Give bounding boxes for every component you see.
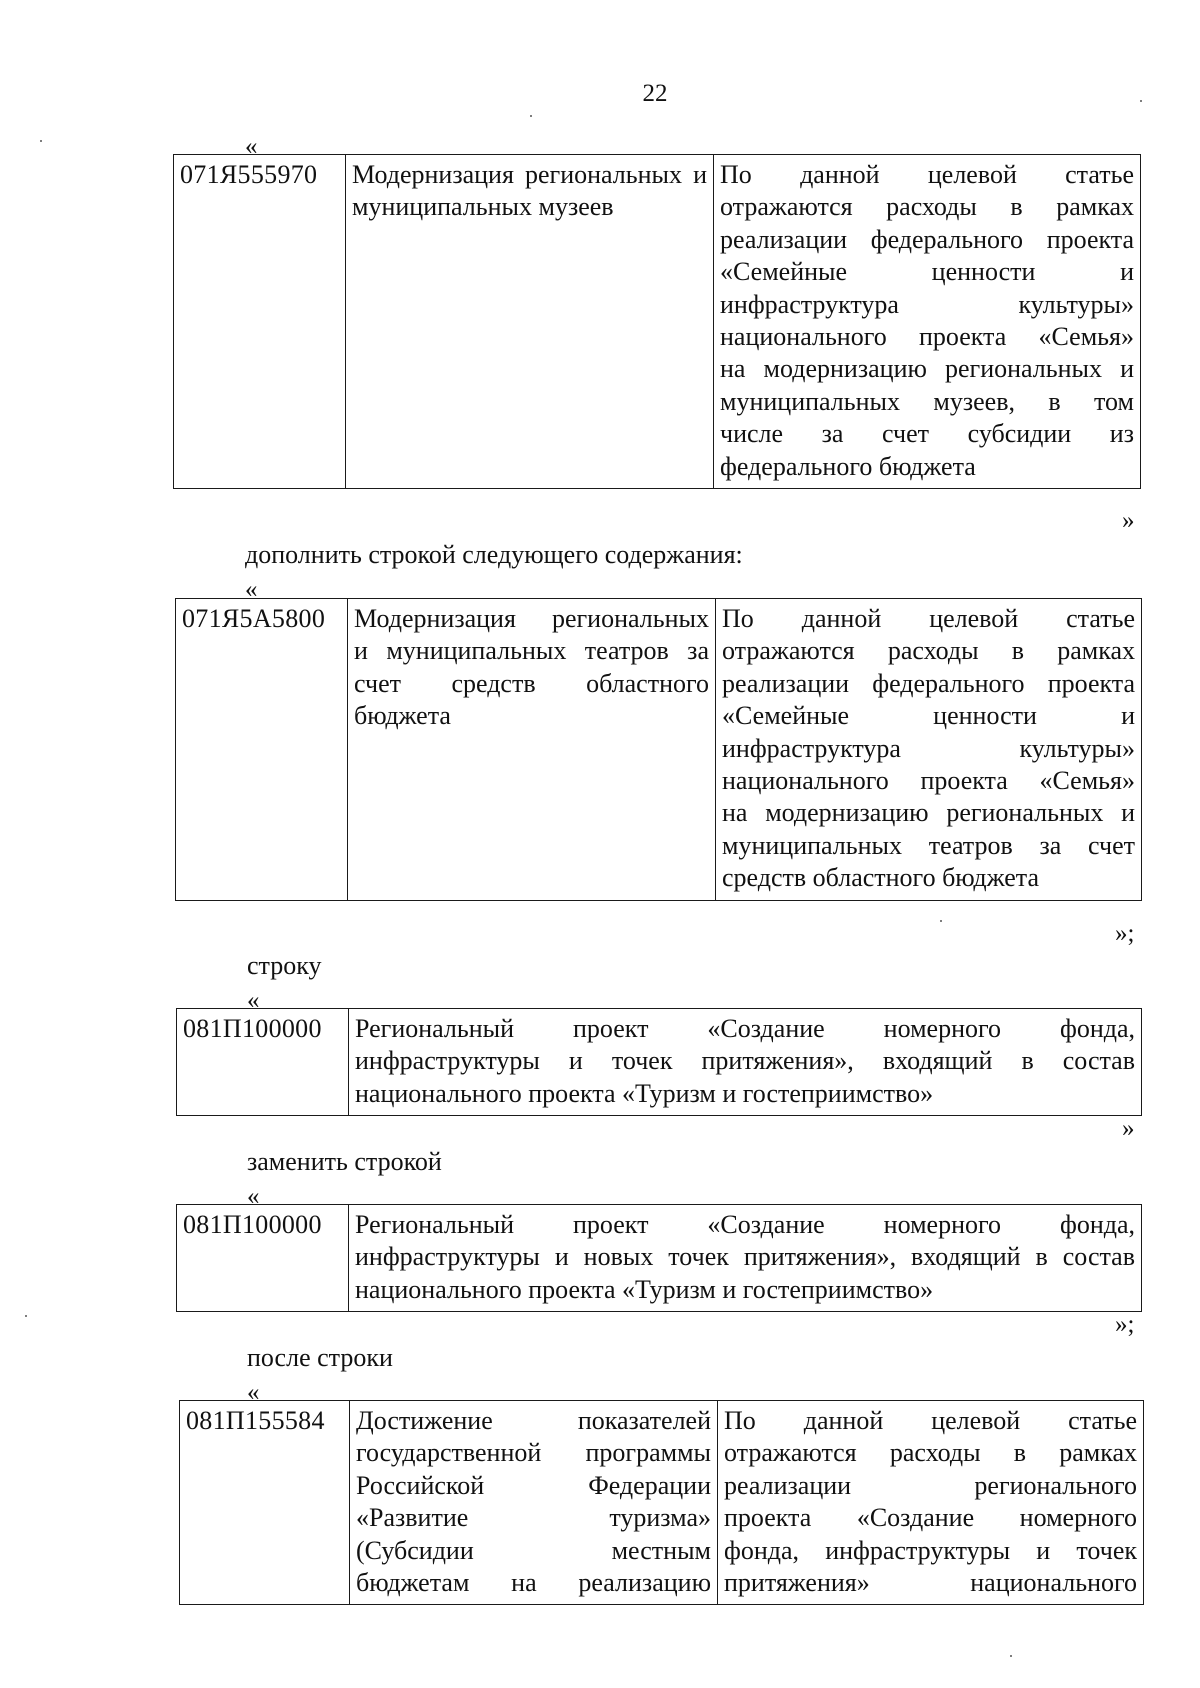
name-cell (349, 1205, 1142, 1312)
budget-table-3 (176, 1008, 1142, 1116)
close-quote-semicolon: »; (1115, 920, 1135, 947)
description-cell (718, 1401, 1144, 1605)
name-line: «Развитие туризма» (356, 1503, 711, 1533)
name-line: бюджета (354, 701, 451, 731)
name-cell (350, 1401, 718, 1605)
description-line: отражаются расходы в рамках (722, 636, 1135, 666)
scan-speck (40, 140, 42, 142)
description-line: По данной целевой статье (720, 160, 1134, 189)
name-text: Модернизация региональных и муниципальных музеев (352, 160, 707, 222)
name-line: счет средств областного (354, 668, 709, 698)
scan-speck (1010, 1655, 1012, 1657)
scan-speck (940, 920, 942, 922)
budget-table-2 (175, 598, 1142, 901)
budget-table-4 (176, 1204, 1142, 1312)
close-quote-semicolon: »; (1115, 1311, 1135, 1338)
description-line: числе за счет субсидии из (720, 419, 1134, 449)
instruction-text: заменить строкой (247, 1147, 442, 1176)
description-line: По данной целевой статье (724, 1406, 1137, 1435)
table-row (177, 1205, 1142, 1312)
open-quote: « (247, 987, 260, 1014)
instruction-text: дополнить строкой следующего содержания: (245, 540, 743, 569)
open-quote: « (245, 133, 258, 160)
open-quote: « (245, 576, 258, 603)
code-cell: 071Я5А5800 (176, 599, 348, 901)
description-line: национального проекта «Семья» (720, 322, 1134, 352)
table-row (180, 1401, 1144, 1605)
description-line: «Семейные ценности и (722, 701, 1135, 731)
code-cell: 071Я555970 (174, 155, 346, 489)
description-line: проекта «Создание номерного (724, 1503, 1137, 1533)
code-cell: 081П100000 (177, 1009, 349, 1116)
name-cell (348, 599, 716, 901)
name-line: и муниципальных театров за (354, 636, 709, 666)
open-quote: « (247, 1183, 260, 1210)
name-line: Достижение показателей (356, 1406, 711, 1435)
budget-table-5 (179, 1400, 1144, 1605)
scan-speck (1140, 100, 1142, 102)
name-line: Модернизация региональных (354, 604, 709, 633)
name-line: Региональный проект «Создание номерного фонда, (355, 1014, 1135, 1043)
name-line: Региональный проект «Создание номерного фонда, (355, 1210, 1135, 1239)
description-line: инфраструктура культуры» (722, 733, 1135, 763)
description-line: фонда, инфраструктуры и точек (724, 1535, 1137, 1565)
description-line: на модернизацию региональных и (720, 354, 1134, 384)
name-cell (349, 1009, 1142, 1116)
description-line: средств областного бюджета (722, 863, 1040, 893)
table-row (176, 599, 1142, 901)
description-line: муниципальных театров за счет (722, 830, 1135, 860)
instruction-text: строку (247, 951, 322, 980)
description-line: реализации федерального проекта (720, 224, 1134, 254)
description-line: притяжения» национального (724, 1568, 1137, 1598)
description-line: реализации федерального проекта (722, 668, 1135, 698)
description-line: отражаются расходы в рамках (720, 192, 1134, 222)
close-quote: » (1122, 1115, 1135, 1142)
scan-speck (25, 1315, 27, 1317)
name-line: национального проекта «Туризм и гостеприимство» (355, 1274, 934, 1304)
description-line: По данной целевой статье (722, 604, 1135, 633)
name-line: инфраструктуры и точек притяжения», входящий в состав (355, 1046, 1135, 1076)
table-row (174, 155, 1141, 489)
description-line: федерального бюджета (720, 451, 976, 481)
description-line: муниципальных музеев, в том (720, 386, 1134, 416)
name-line: (Субсидии местным (356, 1535, 711, 1565)
code-cell: 081П100000 (177, 1205, 349, 1312)
budget-table-1 (173, 154, 1141, 489)
description-line: «Семейные ценности и (720, 257, 1134, 287)
name-line: Российской Федерации (356, 1470, 711, 1500)
open-quote: « (247, 1379, 260, 1406)
name-cell (346, 155, 714, 489)
description-line: инфраструктура культуры» (720, 289, 1134, 319)
instruction-text: после строки (247, 1343, 393, 1372)
description-line: на модернизацию региональных и (722, 798, 1135, 828)
page-number: 22 (642, 80, 668, 107)
name-line: инфраструктуры и новых точек притяжения», входящий в состав (355, 1242, 1135, 1272)
description-cell (716, 599, 1142, 901)
name-line: национального проекта «Туризм и гостеприимство» (355, 1078, 934, 1108)
close-quote: » (1122, 507, 1135, 534)
name-line: государственной программы (356, 1438, 711, 1468)
scan-speck (530, 115, 532, 117)
description-line: национального проекта «Семья» (722, 766, 1135, 796)
description-line: реализации регионального (724, 1470, 1137, 1500)
code-cell: 081П155584 (180, 1401, 350, 1605)
table-row (177, 1009, 1142, 1116)
description-cell (714, 155, 1141, 489)
name-line: бюджетам на реализацию (356, 1568, 711, 1598)
description-line: отражаются расходы в рамках (724, 1438, 1137, 1468)
